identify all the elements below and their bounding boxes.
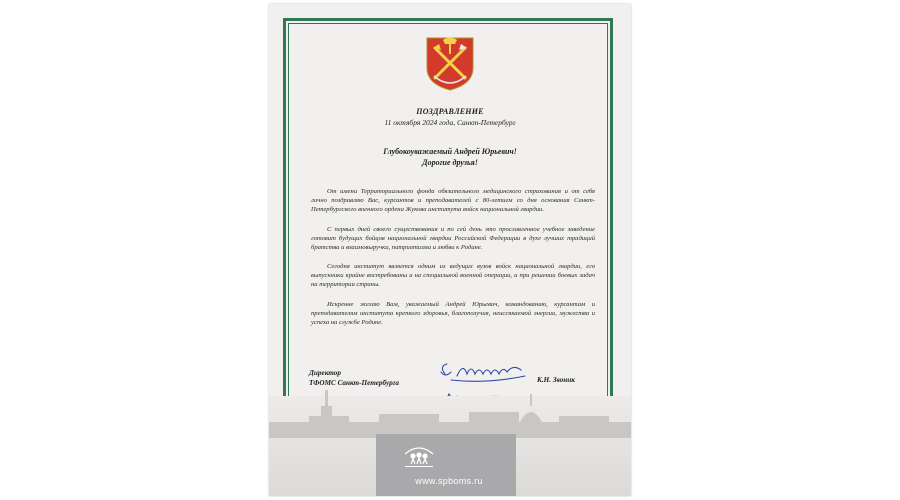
document-title: ПОЗДРАВЛЕНИЕ	[416, 107, 484, 116]
signatory-position	[309, 368, 399, 388]
signatory-name: К.Н. Звоник	[537, 376, 575, 384]
signatory-organization: ТФОМС Санкт-Петербурга	[309, 379, 399, 387]
letter-sheet	[269, 4, 631, 496]
body-paragraph: С первых дней своего существования и по сей день это прославленное учебное заведение готовит будущих бойцов национальной гвардии Российской Федерации в духе лучших традиций братства и взаимовыручки, патриотизма и любви к Родине.	[311, 226, 595, 251]
body-paragraph: От имени Территориального фонда обязательного медицинского страхования и от себя лично поздравляю Вас, курсантов и преподавателей с 80-летием со дня основания Санкт-Петербургского военного ордена Жукова института войск национальной гвардии.	[311, 188, 595, 213]
footer-website-link[interactable]: www.spboms.ru	[415, 476, 483, 486]
signatory-title: Директор	[309, 369, 341, 377]
city-skyline-image	[269, 386, 631, 438]
document-date: 11 октября 2024 года, Санкт-Петербург	[384, 118, 516, 127]
tfoms-logo-icon	[401, 440, 437, 470]
body-paragraph: Сегодня институт является одним из ведущих вузов войск национальной гвардии, его выпускники крайне востребованы и на специальной военной операции, и при решении боевых задач на территории страны.	[311, 263, 595, 288]
greeting-friends: Дорогие друзья!	[422, 158, 478, 167]
footer-logo-box	[376, 434, 516, 496]
body-paragraph: Искренне желаю Вам, уважаемый Андрей Юрьевич, командованию, курсантам и преподавателям института крепкого здоровья, благополучия, неиссякаемой энергии, мужества и успеха на службе Родине.	[311, 301, 595, 326]
greeting-addressee: Глубокоуважаемый Андрей Юрьевич!	[383, 147, 517, 156]
saint-petersburg-coat-of-arms-icon	[421, 34, 479, 92]
